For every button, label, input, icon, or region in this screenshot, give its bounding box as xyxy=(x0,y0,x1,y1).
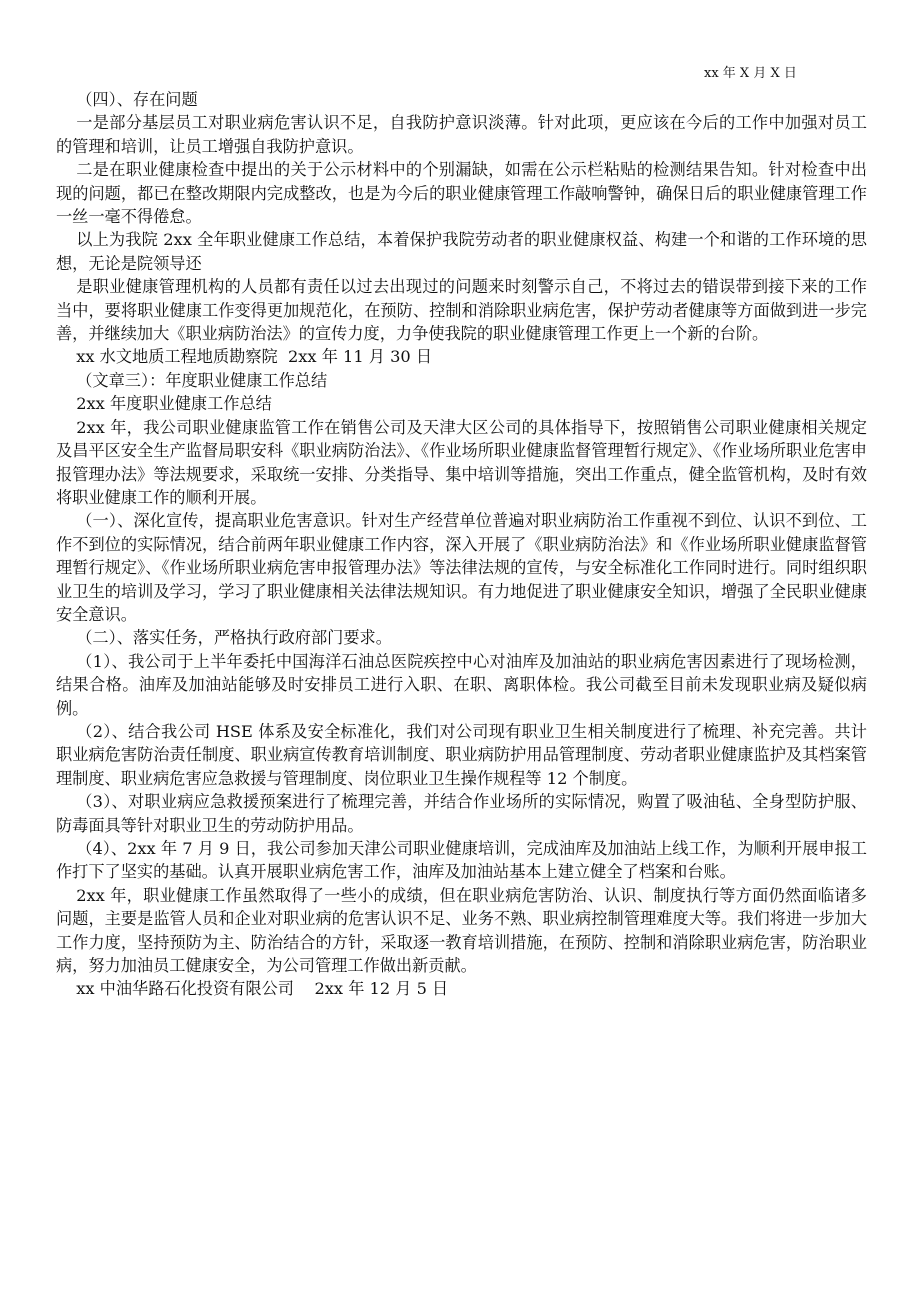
paragraph: （一）、深化宣传，提高职业危害意识。针对生产经营单位普遍对职业病防治工作重视不到位、认识不到位、工作不到位的实际情况，结合前两年职业健康工作内容，深入开展了《职业病防治法》和《作业场所职业健康监督管理暂行规定》、《作业场所职业病危害申报管理办法》等法律法规的宣传，与安全标准化工作同时进行。同时组织职业卫生的培训及学习，学习了职业健康相关法律法规知识。有力地促进了职业健康安全知识，增强了全民职业健康安全意识。 xyxy=(56,511,867,624)
paragraph: （4）、2xx 年 7 月 9 日，我公司参加天津公司职业健康培训，完成油库及加油站上线工作，为顺利开展申报工作打下了坚实的基础。认真开展职业病危害工作，油库及加油站基本上建立健全了档案和台账。 xyxy=(56,839,867,882)
paragraph: 是职业健康管理机构的人员都有责任以过去出现过的问题来时刻警示自己，不将过去的错误带到接下来的工作当中，要将职业健康工作变得更加规范化，在预防、控制和消除职业病危害，保护劳动者健康等方面做到进一步完善，并继续加大《职业病防治法》的宣传力度，力争使我院的职业健康管理工作更上一个新的台阶。 xyxy=(56,277,867,344)
article-heading: （文章三）：年度职业健康工作总结 xyxy=(76,370,328,390)
paragraph: （1）、我公司于上半年委托中国海洋石油总医院疾控中心对油库及加油站的职业病危害因素进行了现场检测，结果合格。油库及加油站能够及时安排员工进行入职、在职、离职体检。我公司截至目前未发现职业病及疑似病例。 xyxy=(56,651,867,718)
section-heading-problems: （四）、存在问题 xyxy=(76,90,198,109)
signature-line: xx 中油华路石化投资有限公司 2xx 年 12 月 5 日 xyxy=(76,979,449,999)
paragraph: 以上为我院 2xx 全年职业健康工作总结，本着保护我院劳动者的职业健康权益、构建一个和谐的工作环境的思想，无论是院领导还 xyxy=(56,230,867,273)
signature-line: xx 水文地质工程地质勘察院 2xx 年 11 月 30 日 xyxy=(76,347,433,367)
paragraph: （3）、对职业病应急救援预案进行了梳理完善，并结合作业场所的实际情况，购置了吸油毡、全身型防护服、防毒面具等针对职业卫生的劳动防护用品。 xyxy=(56,792,867,835)
paragraph: 一是部分基层员工对职业病危害认识不足，自我防护意识淡薄。针对此项，更应该在今后的工作中加强对员工的管理和培训，让员工增强自我防护意识。 xyxy=(56,113,867,156)
paragraph: （2）、结合我公司 HSE 体系及安全标准化，我们对公司现有职业卫生相关制度进行了梳理、补充完善。共计职业病危害防治责任制度、职业病宣传教育培训制度、职业病防护用品管理制度、劳动者职业健康监护及其档案管理制度、职业病危害应急救援与管理制度、岗位职业卫生操作规程等 12 个制度。 xyxy=(56,721,867,788)
document-body xyxy=(56,88,867,1001)
section-heading: （二）、落实任务，严格执行政府部门要求。 xyxy=(76,628,392,648)
paragraph: 2xx 年，我公司职业健康监管工作在销售公司及天津大区公司的具体指导下，按照销售公司职业健康相关规定及昌平区安全生产监督局职安科《职业病防治法》、《作业场所职业健康监督管理暂行规定》、《作业场所职业危害申报管理办法》等法规要求，采取统一安排、分类指导、集中培训等措施，突出工作重点，健全监管机构，及时有效将职业健康工作的顺利开展。 xyxy=(56,417,867,507)
article-title: 2xx 年度职业健康工作总结 xyxy=(76,394,272,414)
paragraph: 2xx 年，职业健康工作虽然取得了一些小的成绩，但在职业病危害防治、认识、制度执行等方面仍然面临诸多问题，主要是监管人员和企业对职业病的危害认识不足、业务不熟、职业病控制管理难度大等。我们将进一步加大工作力度，坚持预防为主、防治结合的方针，采取逐一教育培训措施，在预防、控制和消除职业病危害，防治职业病，努力加油员工健康安全，为公司管理工作做出新贡献。 xyxy=(56,885,867,976)
header-date: xx 年 X 月 X 日 xyxy=(704,66,797,81)
paragraph: 二是在职业健康检查中提出的关于公示材料中的个别漏缺，如需在公示栏粘贴的检测结果告知。针对检查中出现的问题，都已在整改期限内完成整改，也是为今后的职业健康管理工作敲响警钟，确保日后的职业健康管理工作一丝一毫不得倦怠。 xyxy=(56,160,867,227)
